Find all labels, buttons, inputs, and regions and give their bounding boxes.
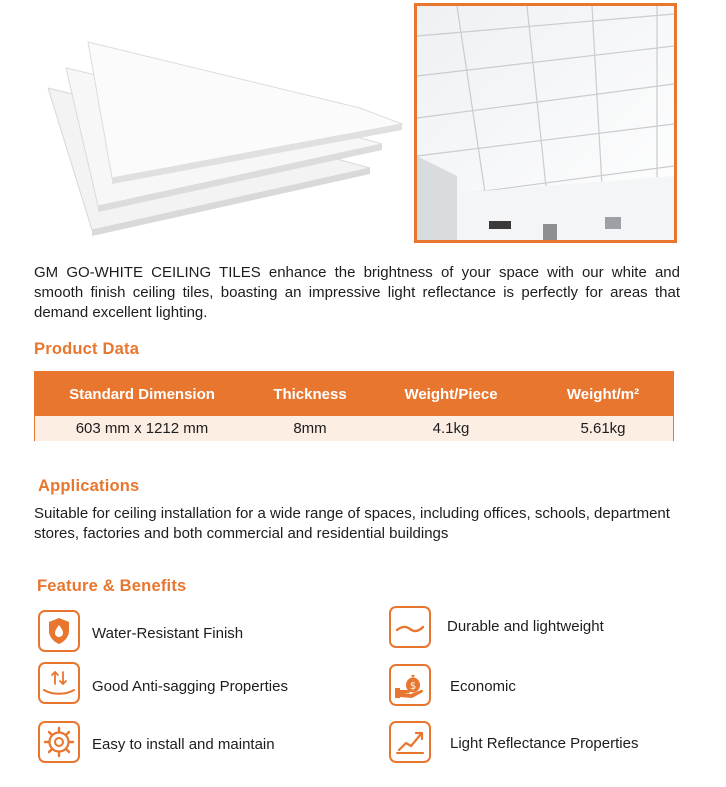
table-row xyxy=(35,416,673,441)
feature-label-durable: Durable and lightweight xyxy=(447,618,604,635)
feature-label-light-reflectance: Light Reflectance Properties xyxy=(450,735,639,752)
applications-text: Suitable for ceiling installation for a wide range of spaces, including offices, schools, department stores, factories and both commercial and residential buildings xyxy=(34,505,670,542)
header-standard-dimension: Standard Dimension xyxy=(69,385,215,403)
feature-label-easy-install: Easy to install and maintain xyxy=(92,736,275,753)
applications-title: Applications xyxy=(38,477,140,495)
intro-paragraph: GM GO-WHITE CEILING TILES enhance the brightness of your space with our white and smooth finish ceiling tiles, boasting an impressive light reflectance is perfectly for areas that demand excellent lighting. xyxy=(34,264,680,321)
feature-label-anti-sagging: Good Anti-sagging Properties xyxy=(92,678,288,695)
growth-chart-icon xyxy=(389,721,431,763)
header-weight-piece: Weight/Piece xyxy=(404,385,498,403)
cell-thickness: 8mm xyxy=(293,420,327,437)
cell-weight-m2: 5.61kg xyxy=(580,420,626,437)
header-thickness: Thickness xyxy=(273,385,347,403)
money-bag-hand-icon xyxy=(389,664,431,706)
gear-icon xyxy=(38,721,80,763)
feature-label-water-resistant: Water-Resistant Finish xyxy=(92,625,244,642)
cell-weight-piece: 4.1kg xyxy=(432,420,470,437)
features-title: Feature & Benefits xyxy=(37,577,187,595)
anti-sag-icon xyxy=(38,662,80,704)
ceiling-tiles-image xyxy=(40,20,410,240)
wave-icon xyxy=(389,606,431,648)
svg-text:$: $ xyxy=(409,681,417,692)
cell-standard-dimension: 603 mm x 1212 mm xyxy=(75,420,209,437)
feature-label-economic: Economic xyxy=(450,678,516,695)
product-data-title: Product Data xyxy=(34,340,140,358)
ceiling-room-photo xyxy=(414,3,677,243)
water-shield-icon xyxy=(38,610,80,652)
product-data-table xyxy=(34,371,674,441)
table-header-row xyxy=(35,372,673,416)
header-weight-m2: Weight/m² xyxy=(566,385,640,403)
